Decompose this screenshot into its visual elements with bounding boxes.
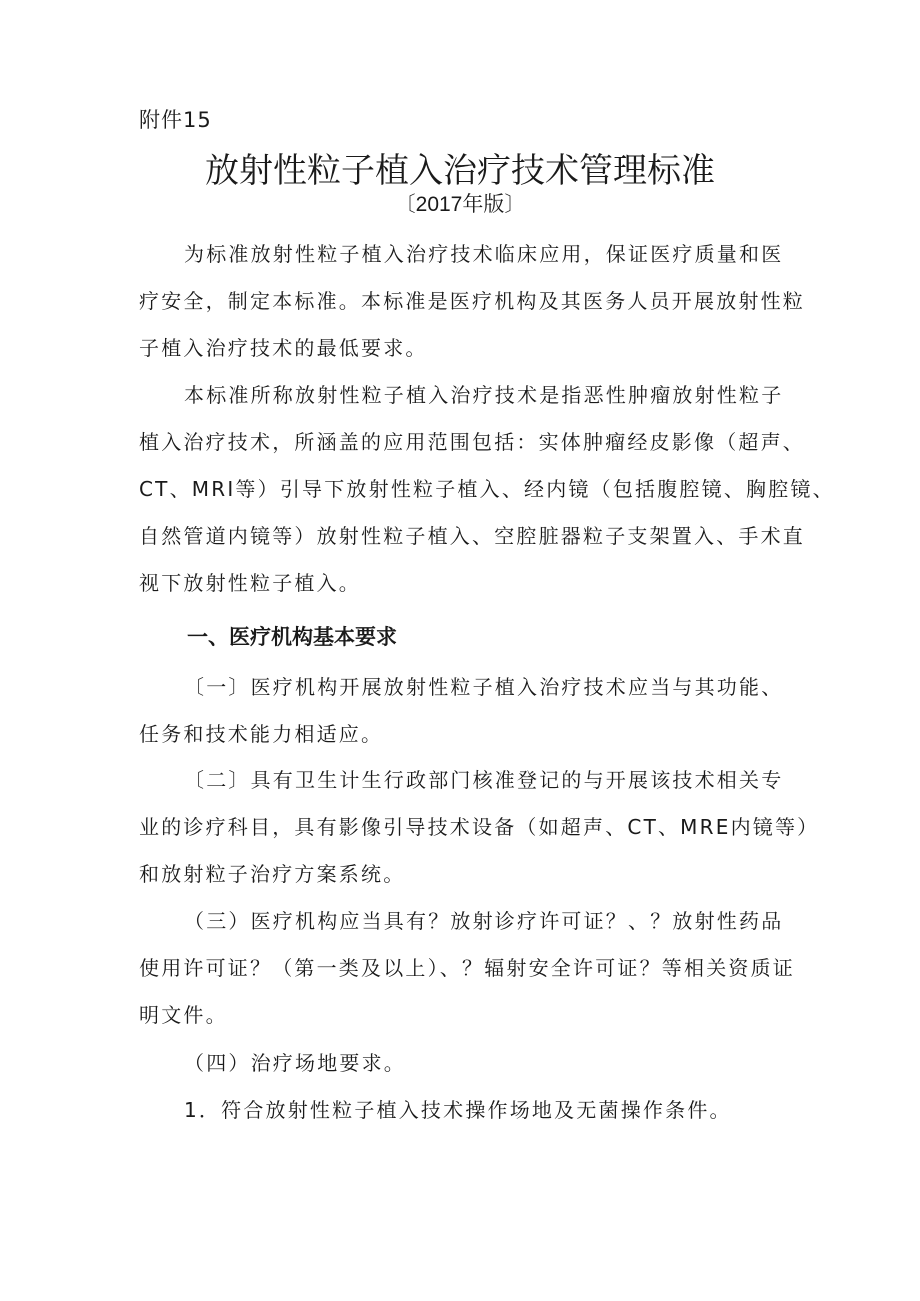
intro-line-1: 为标准放射性粒子植入治疗技术临床应用，保证医疗质量和医 (184, 242, 784, 266)
item-4-line-1: （四）治疗场地要求。 (184, 1051, 406, 1075)
item-3-line-1: （三）医疗机构应当具有？放射诊疗许可证？、？放射性药品 (184, 909, 784, 933)
subitem-1-line-1: 1．符合放射性粒子植入技术操作场地及无菌操作条件。 (184, 1098, 732, 1122)
item-2-paragraph (139, 757, 820, 898)
document-title: 放射性粒子植入治疗技术管理标准 (205, 151, 715, 191)
intro-line-3: 子植入治疗技术的最低要求。 (139, 336, 428, 360)
item-4-paragraph (139, 1040, 789, 1087)
intro-line-2: 疗安全，制定本标准。本标准是医疗机构及其医务人员开展放射性粒 (139, 289, 805, 313)
scope-line-1: 本标准所称放射性粒子植入治疗技术是指恶性肿瘤放射性粒子 (184, 383, 784, 407)
subitem-1-paragraph (139, 1087, 789, 1134)
item-1-line-2: 任务和技术能力相适应。 (139, 722, 384, 746)
scope-line-4: 自然管道内镜等）放射性粒子植入、空腔脏器粒子支架置入、手术直 (139, 524, 805, 548)
scope-line-5: 视下放射性粒子植入。 (139, 571, 361, 595)
item-3-paragraph (139, 898, 795, 1039)
scope-paragraph (139, 372, 835, 607)
section-heading-institution-requirements: 一、医疗机构基本要求 (187, 625, 397, 649)
item-2-line-3: 和放射粒子治疗方案系统。 (139, 862, 406, 886)
item-1-line-1: 〔一〕医疗机构开展放射性粒子植入治疗技术应当与其功能、 (184, 675, 784, 699)
scope-line-2: 植入治疗技术，所涵盖的应用范围包括：实体肿瘤经皮影像（超声、 (139, 430, 805, 454)
item-3-line-3: 明文件。 (139, 1003, 228, 1027)
intro-paragraph (139, 231, 805, 372)
item-2-line-2: 业的诊疗科目，具有影像引导技术设备（如超声、CT、MRE内镜等） (139, 815, 820, 839)
scope-line-3: CT、MRI等）引导下放射性粒子植入、经内镜（包括腹腔镜、胸腔镜、 (139, 477, 835, 501)
item-1-paragraph (139, 664, 789, 758)
document-edition: 〔2017年版〕 (394, 193, 526, 216)
item-2-line-1: 〔二〕具有卫生计生行政部门核准登记的与开展该技术相关专 (184, 768, 784, 792)
attachment-label: 附件15 (139, 108, 212, 132)
item-3-line-2: 使用许可证？（第一类及以上）、？辐射安全许可证？等相关资质证 (139, 956, 795, 980)
